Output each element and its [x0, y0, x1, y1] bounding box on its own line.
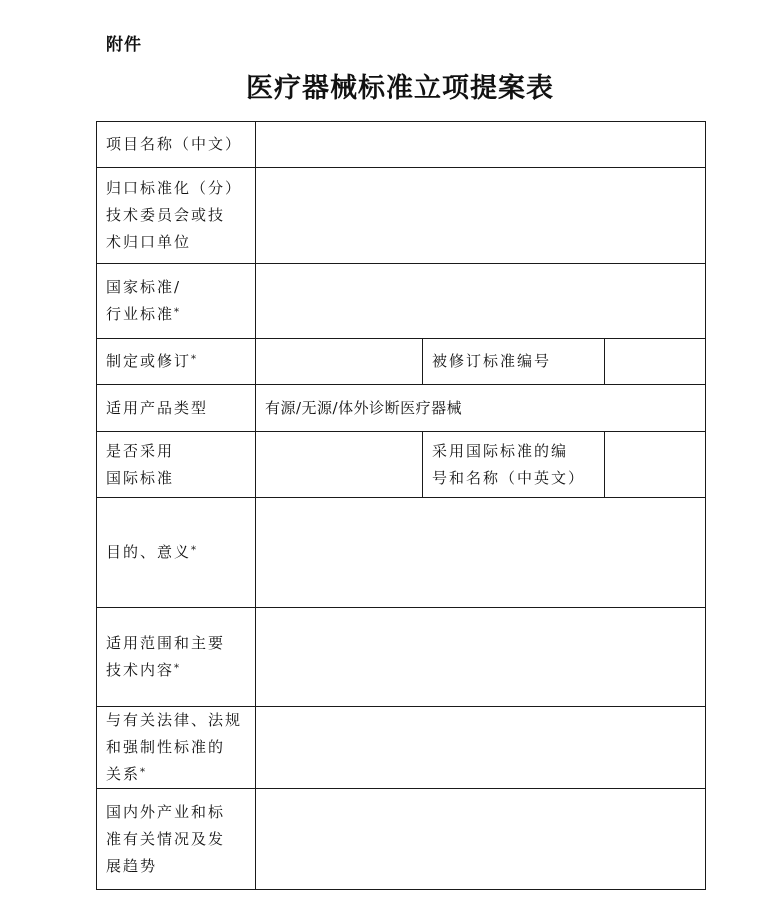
input-adopt-international[interactable] [256, 432, 423, 498]
attachment-label: 附件 [106, 35, 142, 55]
label-scope: 适用范围和主要 技术内容* [97, 608, 256, 707]
label-standard-level: 国家标准/ 行业标准* [97, 264, 256, 339]
label-legal-relation: 与有关法律、法规 和强制性标准的 关系* [97, 707, 256, 789]
row-legal-relation [97, 707, 706, 789]
label-project-name: 项目名称（中文） [97, 122, 256, 168]
proposal-form-table [96, 121, 706, 890]
row-product-type [97, 385, 706, 432]
required-star: * [174, 307, 180, 318]
row-adopt-international [97, 432, 706, 498]
row-project-name [97, 122, 706, 168]
value-product-type[interactable]: 有源/无源/体外诊断医疗器械 [256, 385, 706, 432]
input-legal-relation[interactable] [256, 707, 706, 789]
row-industry-trend [97, 789, 706, 890]
required-star: * [140, 767, 146, 778]
label-committee: 归口标准化（分） 技术委员会或技 术归口单位 [97, 168, 256, 264]
required-star: * [191, 354, 197, 365]
row-standard-level [97, 264, 706, 339]
input-draft-or-revise[interactable] [256, 339, 423, 385]
input-industry-trend[interactable] [256, 789, 706, 890]
input-standard-level[interactable] [256, 264, 706, 339]
form-title: 医疗器械标准立项提案表 [246, 73, 554, 104]
input-committee[interactable] [256, 168, 706, 264]
input-project-name[interactable] [256, 122, 706, 168]
row-committee [97, 168, 706, 264]
label-international-standard-id: 采用国际标准的编 号和名称（中英文） [423, 432, 605, 498]
label-product-type: 适用产品类型 [97, 385, 256, 432]
row-scope [97, 608, 706, 707]
input-international-standard-id[interactable] [605, 432, 706, 498]
label-purpose: 目的、意义* [97, 498, 256, 608]
label-adopt-international: 是否采用 国际标准 [97, 432, 256, 498]
input-purpose[interactable] [256, 498, 706, 608]
label-draft-or-revise: 制定或修订* [97, 339, 256, 385]
row-purpose [97, 498, 706, 608]
label-industry-trend: 国内外产业和标 准有关情况及发 展趋势 [97, 789, 256, 890]
label-revised-standard-number: 被修订标准编号 [423, 339, 605, 385]
required-star: * [174, 663, 180, 674]
row-draft-or-revise [97, 339, 706, 385]
required-star: * [191, 545, 197, 556]
input-scope[interactable] [256, 608, 706, 707]
input-revised-standard-number[interactable] [605, 339, 706, 385]
